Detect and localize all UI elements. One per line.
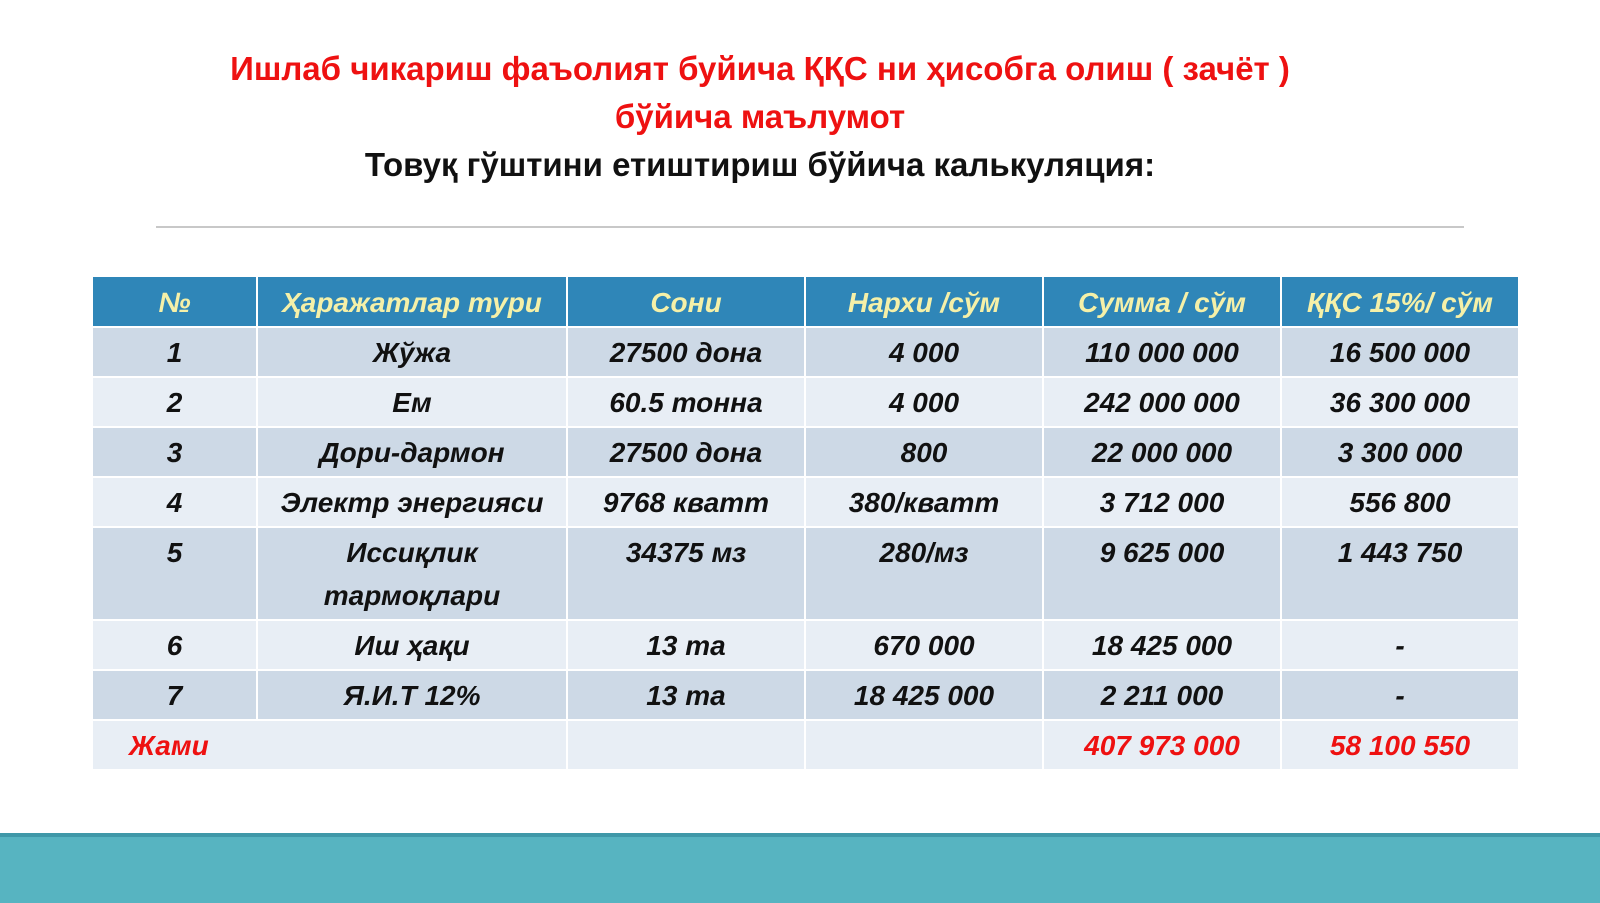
header-price: Нархи /сўм [805, 277, 1043, 327]
cell-sum: 110 000 000 [1043, 327, 1281, 377]
total-empty-price [805, 720, 1043, 770]
cell-sum: 18 425 000 [1043, 620, 1281, 670]
cell-vat: 556 800 [1281, 477, 1519, 527]
cell-sum: 242 000 000 [1043, 377, 1281, 427]
cell-expense-type: Электр энергияси [257, 477, 567, 527]
cell-expense-type: Жўжа [257, 327, 567, 377]
cell-price: 4 000 [805, 377, 1043, 427]
cell-price: 670 000 [805, 620, 1043, 670]
cell-quantity: 60.5 тонна [567, 377, 805, 427]
cell-quantity: 13 та [567, 620, 805, 670]
cell-vat: - [1281, 670, 1519, 720]
cell-number: 7 [92, 670, 257, 720]
table-row [92, 620, 1519, 670]
total-empty-quantity [567, 720, 805, 770]
cell-price: 800 [805, 427, 1043, 477]
title-line-2: бўйича маълумот [614, 98, 906, 135]
footer-band [0, 833, 1600, 903]
cell-number: 4 [92, 477, 257, 527]
cell-expense-type: Иссиқлик тармоқлари [257, 527, 567, 620]
total-sum: 407 973 000 [1043, 720, 1281, 770]
table-header-row [92, 277, 1519, 327]
cell-vat: 36 300 000 [1281, 377, 1519, 427]
cell-expense-type: Я.И.Т 12% [257, 670, 567, 720]
cell-price: 380/кватт [805, 477, 1043, 527]
cell-quantity: 9768 кватт [567, 477, 805, 527]
cell-price: 280/мз [805, 527, 1043, 620]
cell-price: 4 000 [805, 327, 1043, 377]
cell-quantity: 34375 мз [567, 527, 805, 620]
cell-vat: 16 500 000 [1281, 327, 1519, 377]
header-vat: ҚҚС 15%/ сўм [1281, 277, 1519, 327]
cell-quantity: 27500 дона [567, 427, 805, 477]
cell-number: 6 [92, 620, 257, 670]
cell-quantity: 13 та [567, 670, 805, 720]
cell-sum: 2 211 000 [1043, 670, 1281, 720]
table-row [92, 670, 1519, 720]
subtitle: Товуқ гўштини етиштириш бўйича калькуляция: [364, 146, 1156, 183]
table-row [92, 527, 1519, 620]
table-row [92, 427, 1519, 477]
cell-sum: 9 625 000 [1043, 527, 1281, 620]
calculation-table [91, 277, 1520, 771]
cell-number: 5 [92, 527, 257, 620]
cell-sum: 22 000 000 [1043, 427, 1281, 477]
table-row [92, 327, 1519, 377]
header-quantity: Сони [567, 277, 805, 327]
cell-vat: 3 300 000 [1281, 427, 1519, 477]
table-row [92, 377, 1519, 427]
title-line-1: Ишлаб чикариш фаъолият буйича ҚҚС ни ҳисобга олиш ( зачёт ) [230, 50, 1290, 87]
cell-sum: 3 712 000 [1043, 477, 1281, 527]
table-row [92, 477, 1519, 527]
cell-number: 1 [92, 327, 257, 377]
cell-expense-type: Ем [257, 377, 567, 427]
total-vat: 58 100 550 [1281, 720, 1519, 770]
cell-quantity: 27500 дона [567, 327, 805, 377]
cell-price: 18 425 000 [805, 670, 1043, 720]
cell-expense-type: Дори-дармон [257, 427, 567, 477]
cell-vat: 1 443 750 [1281, 527, 1519, 620]
cell-number: 3 [92, 427, 257, 477]
cell-number: 2 [92, 377, 257, 427]
header-expense-type: Ҳаражатлар тури [257, 277, 567, 327]
header-number: № [92, 277, 257, 327]
total-row [92, 720, 1519, 770]
header-sum: Сумма / сўм [1043, 277, 1281, 327]
cell-vat: - [1281, 620, 1519, 670]
total-label: Жами [92, 720, 567, 770]
divider [156, 226, 1464, 228]
cell-expense-type: Иш ҳақи [257, 620, 567, 670]
